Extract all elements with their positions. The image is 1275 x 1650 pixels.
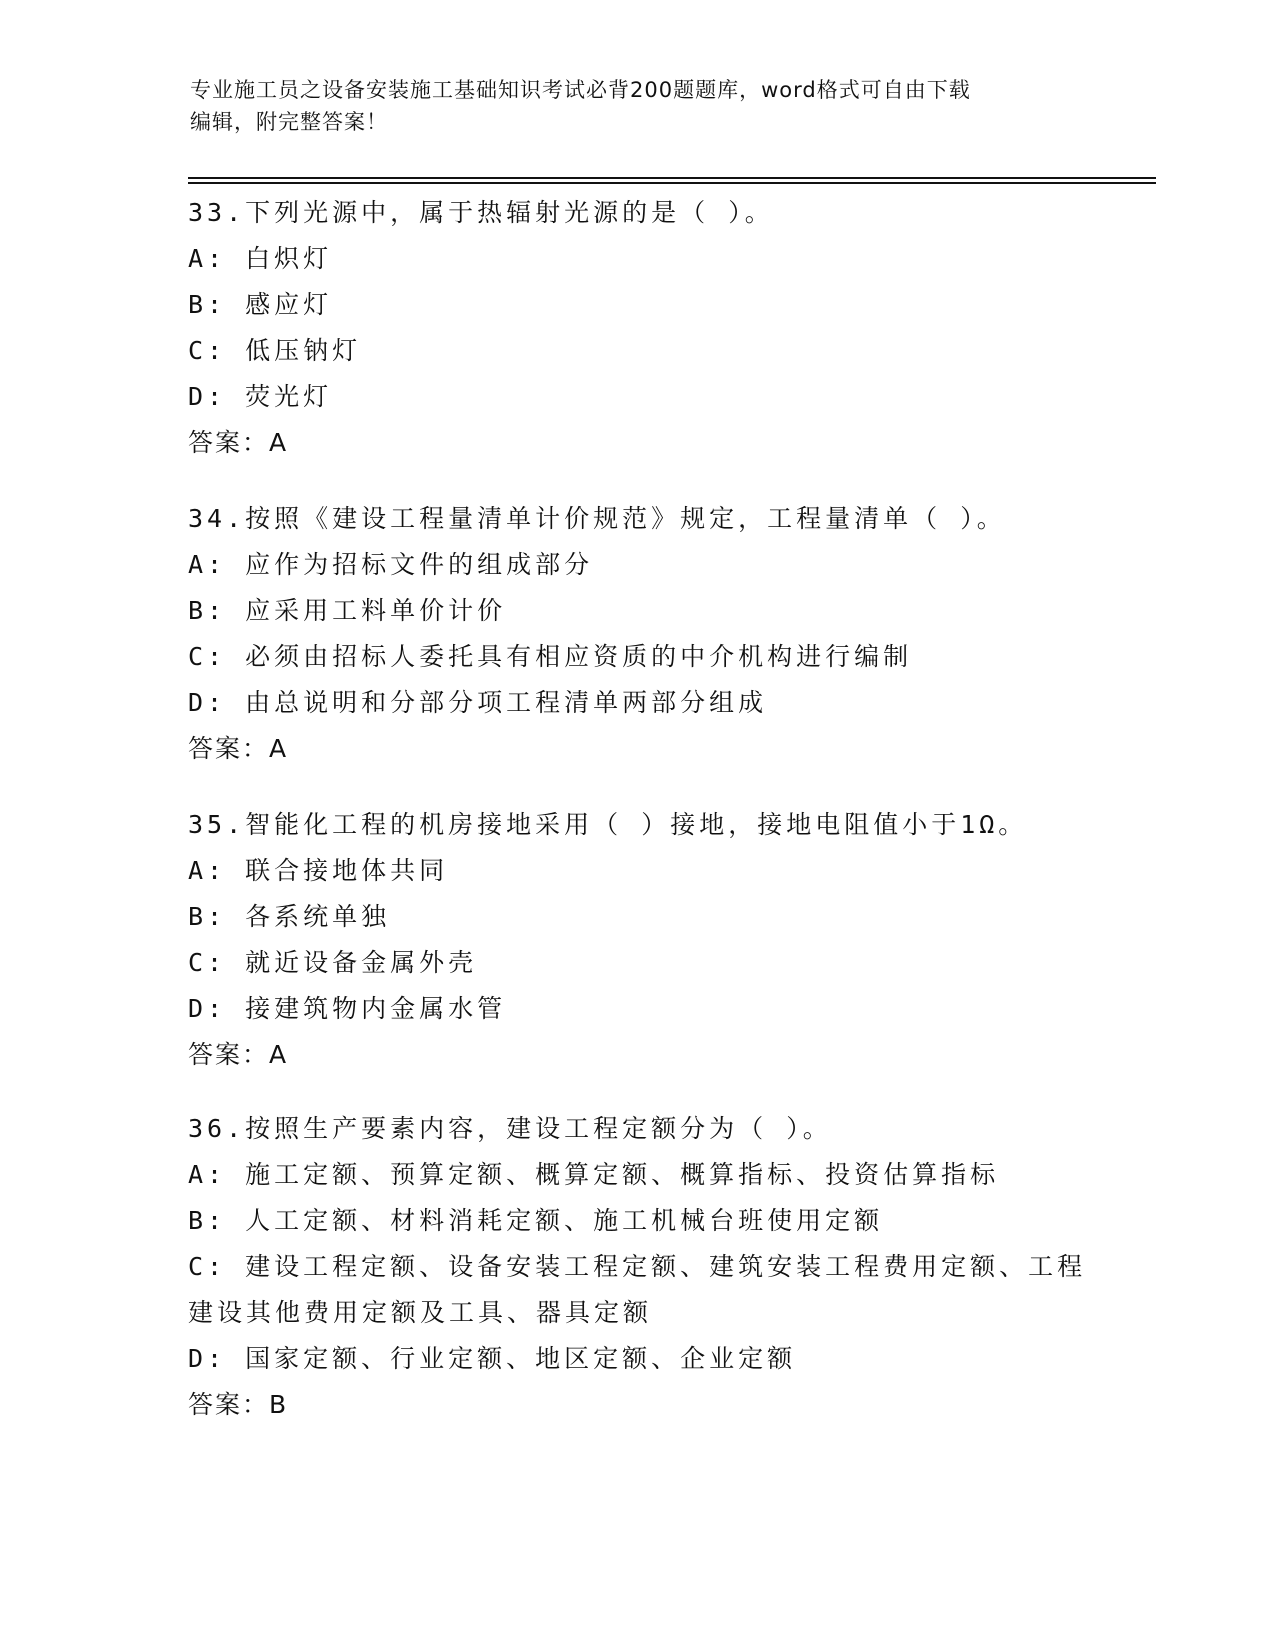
question-stem: 36.按照生产要素内容，建设工程定额分为（ ）。 [188, 1114, 832, 1143]
option-b: B: 人工定额、材料消耗定额、施工机械台班使用定额 [188, 1206, 884, 1235]
answer-text: 答案：A [188, 428, 289, 457]
document-header [190, 74, 1090, 138]
header-line-2: 编辑，附完整答案！ [190, 110, 388, 134]
option-c: C: 就近设备金属外壳 [188, 948, 478, 977]
question-stem: 34.按照《建设工程量清单计价规范》规定，工程量清单（ ）。 [188, 504, 1006, 533]
option-c: C: 建设工程定额、设备安装工程定额、建筑安装工程费用定额、工程建设其他费用定额及工具、器具定额 [188, 1252, 1087, 1327]
option-a: A: 应作为招标文件的组成部分 [188, 550, 594, 579]
header-rule-bottom [188, 182, 1156, 184]
option-a: A: 白炽灯 [188, 244, 333, 273]
option-b: B: 应采用工料单价计价 [188, 596, 507, 625]
option-a: A: 联合接地体共同 [188, 856, 449, 885]
option-d: D: 国家定额、行业定额、地区定额、企业定额 [188, 1344, 797, 1373]
option-b: B: 感应灯 [188, 290, 333, 319]
answer-text: 答案：A [188, 1040, 289, 1069]
option-d: D: 荧光灯 [188, 382, 333, 411]
header-rule-top [188, 177, 1156, 179]
question-35 [188, 802, 1088, 1078]
question-36 [188, 1106, 1088, 1428]
header-line-1: 专业施工员之设备安装施工基础知识考试必背200题题库，word格式可自由下载 [190, 78, 971, 102]
option-d: D: 接建筑物内金属水管 [188, 994, 507, 1023]
option-b: B: 各系统单独 [188, 902, 391, 931]
question-stem: 35.智能化工程的机房接地采用（ ）接地，接地电阻值小于1Ω。 [188, 810, 1028, 839]
answer-text: 答案：B [188, 1390, 289, 1419]
question-33 [188, 190, 1088, 466]
option-c: C: 必须由招标人委托具有相应资质的中介机构进行编制 [188, 642, 913, 671]
question-stem: 33.下列光源中，属于热辐射光源的是（ ）。 [188, 198, 774, 227]
option-c: C: 低压钠灯 [188, 336, 362, 365]
option-a: A: 施工定额、预算定额、概算定额、概算指标、投资估算指标 [188, 1160, 1000, 1189]
answer-text: 答案：A [188, 734, 289, 763]
question-34 [188, 496, 1088, 772]
option-d: D: 由总说明和分部分项工程清单两部分组成 [188, 688, 768, 717]
